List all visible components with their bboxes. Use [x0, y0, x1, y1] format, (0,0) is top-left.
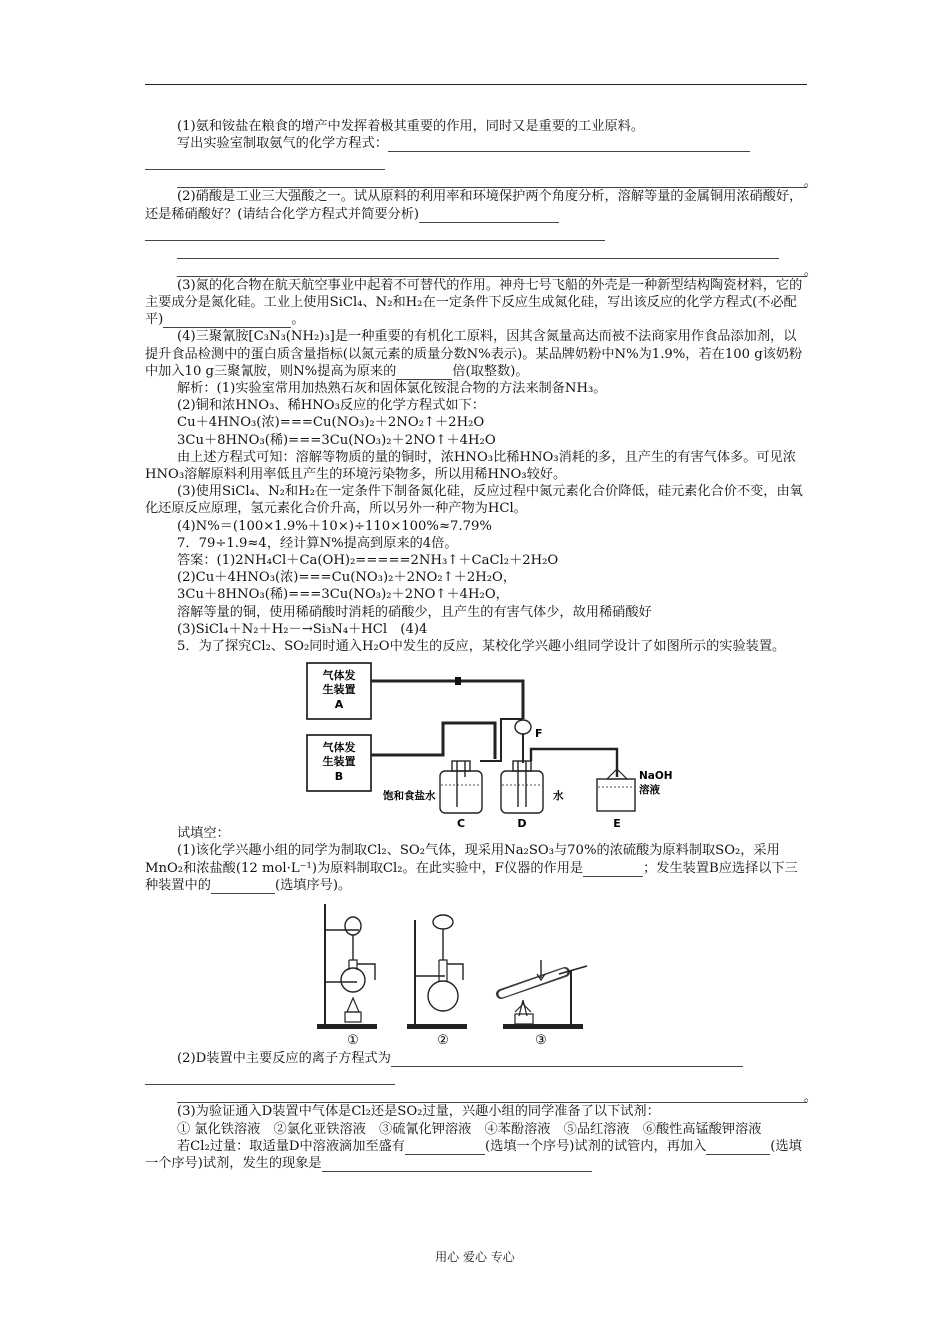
- answer-blank[interactable]: [211, 879, 275, 894]
- answer-blank[interactable]: [405, 1140, 485, 1155]
- analysis-2: (2)铜和浓HNO₃、稀HNO₃反应的化学方程式如下：: [177, 398, 485, 414]
- answer-line[interactable]: [177, 241, 779, 259]
- tube-a-to-f: [371, 681, 523, 719]
- analysis-6: (3)使用SiCl₄、N₂和H₂在一定条件下制备氮化硅，反应过程中氮元素化合价降低，硅元素化合价不变，由氧化还原反应原理，氢元素化合价升高，所以另外一种产物为HCl。: [145, 484, 803, 517]
- box-a-line1: 气体发: [322, 669, 356, 683]
- box-b-line3: B: [334, 770, 344, 784]
- tube-b-to-c: [371, 723, 495, 759]
- tube-c-to-d: [480, 719, 523, 761]
- answer-line[interactable]: [145, 223, 605, 241]
- box-a-line2: 生装置: [322, 683, 356, 697]
- box-b-line1: 气体发: [322, 741, 356, 755]
- label-solution: 溶液: [639, 784, 660, 797]
- q4-part4: (4)三聚氰胺[C₃N₃(NH₂)₃]是一种重要的有机化工原料，因其含氮量高达而被不法商家用作食品添加剂，以提升食品检测中的蛋白质含量指标(以氮元素的质量分数N%表示)。某品牌奶粉中N%为1.9%，若在100 g该奶粉中加入10 g三聚氰胺，则N%提高为原来的 倍(取整数)。: [145, 329, 803, 379]
- q4-part1-line2: 写出实验室制取氨气的化学方程式：: [145, 135, 807, 152]
- answer-blank[interactable]: [396, 365, 452, 380]
- analysis-3: Cu＋4HNO₃(浓)===Cu(NO₃)₂＋2NO₂↑＋2H₂O: [177, 415, 485, 431]
- bottle-d: [501, 771, 543, 813]
- answer-line[interactable]: [145, 152, 385, 170]
- answer-line[interactable]: 。: [177, 1085, 807, 1103]
- header-rule: [145, 84, 807, 85]
- analysis-5: 由上述方程式可知：溶解等物质的量的铜时，浓HNO₃比稀HNO₃消耗的多，且产生的有害气体多。可见浓HNO₃溶解原料利用率低且产生的环境污染物多，所以用稀HNO₃较好。: [145, 449, 796, 483]
- answer-blank[interactable]: [163, 313, 291, 328]
- page-footer: 用心 爱心 专心: [435, 1250, 515, 1264]
- answer-line[interactable]: 。: [177, 259, 807, 277]
- box-a-line3: A: [334, 698, 344, 712]
- q5-part1: (1)该化学兴趣小组的同学为制取Cl₂、SO₂气体，现采用Na₂SO₃与70%的浓硫酸为原料制取SO₂，采用MnO₂和浓盐酸(12 mol·L⁻¹)为原料制取Cl₂。在此实验中，F仪器的作用是 ；发生装置B应选择以下三种装置中的 (选填序号)。: [145, 843, 798, 893]
- apparatus-label-1: ①: [347, 1033, 359, 1049]
- beaker-e: [597, 779, 635, 811]
- analysis-7: (4)N%＝(100×1.9%＋10×)÷110×100%≈7.79%: [177, 518, 492, 534]
- answer-blank[interactable]: [419, 208, 559, 223]
- tube-d-to-e: [531, 749, 617, 777]
- q5-part3: (3)为验证通入D装置中气体是Cl₂还是SO₂过量，兴趣小组的同学准备了以下试剂：: [177, 1104, 660, 1120]
- q4-part2: (2)硝酸是工业三大强酸之一。试从原料的利用率和环境保护两个角度分析，溶解等量的金属铜用浓硝酸好，还是稀硝酸好？(请结合化学方程式并简要分析): [145, 189, 803, 222]
- q5-part2: (2)D装置中主要反应的离子方程式为: [145, 1050, 807, 1067]
- answer-5: (3)SiCl₄＋N₂＋H₂－→Si₃N₄＋HCl (4)4: [177, 621, 428, 637]
- answer-blank[interactable]: [583, 862, 619, 877]
- apparatus-3: [501, 960, 587, 1029]
- q4-part1-line1: (1)氨和铵盐在粮食的增产中发挥着极其重要的作用，同时又是重要的工业原料。: [177, 119, 645, 134]
- analysis-1: 解析：(1)实验室常用加热熟石灰和固体氯化铵混合物的方法来制备NH₃。: [177, 381, 607, 397]
- rubber-joint: [455, 677, 461, 685]
- label-c: C: [456, 817, 466, 831]
- label-e: E: [613, 817, 621, 831]
- answer-2: (2)Cu＋4HNO₃(浓)===Cu(NO₃)₂＋2NO₂↑＋2H₂O，: [177, 570, 517, 586]
- q5-part4: 若Cl₂过量：取适量D中溶液滴加至盛有 (选填一个序号)试剂的试管内，再加入 (选填一个序号)试剂，发生的现象是: [145, 1138, 802, 1171]
- drying-tube-f: [515, 720, 531, 734]
- document-body: [145, 118, 817, 1172]
- q5-intro: 5．为了探究Cl₂、SO₂同时通入H₂O中发生的反应，某校化学兴趣小组同学设计了如图所示的实验装置。: [177, 639, 786, 655]
- box-b-line2: 生装置: [322, 755, 356, 769]
- fill-label: 试填空：: [177, 826, 230, 842]
- label-d: D: [517, 817, 527, 831]
- apparatus-label-3: ③: [535, 1033, 547, 1049]
- answer-blank[interactable]: [706, 1140, 770, 1155]
- experiment-apparatus-diagram: [305, 661, 675, 831]
- analysis-4: 3Cu＋8HNO₃(稀)===3Cu(NO₃)₂＋2NO↑＋4H₂O: [177, 432, 496, 448]
- answer-3: 3Cu＋8HNO₃(稀)===3Cu(NO₃)₂＋2NO↑＋4H₂O，: [177, 587, 509, 603]
- three-apparatus-diagram: [315, 900, 595, 1049]
- label-f: F: [535, 727, 543, 741]
- label-brine: 饱和食盐水: [383, 790, 436, 803]
- apparatus-1: [317, 904, 377, 1029]
- answer-blank[interactable]: [322, 1157, 592, 1172]
- answer-4: 溶解等量的铜，使用稀硝酸时消耗的硝酸少，且产生的有害气体少，故用稀硝酸好: [177, 604, 652, 620]
- answer-line[interactable]: [145, 1067, 395, 1085]
- apparatus-label-2: ②: [437, 1033, 449, 1049]
- label-water: 水: [553, 790, 564, 803]
- bottle-c: [440, 771, 482, 813]
- answer-blank[interactable]: [391, 1052, 743, 1067]
- answer-1: 答案：(1)2NH₄Cl＋Ca(OH)₂=====2NH₃↑＋CaCl₂＋2H₂O: [177, 553, 559, 569]
- answer-line[interactable]: 。: [177, 170, 807, 188]
- label-naoh: NaOH: [639, 770, 673, 783]
- reagent-list: ① 氯化铁溶液 ②氯化亚铁溶液 ③硫氰化钾溶液 ④苯酚溶液 ⑤品红溶液 ⑥酸性高锰酸钾溶液: [177, 1121, 762, 1137]
- analysis-8: 7．79÷1.9≈4，经计算N%提高到原来的4倍。: [177, 535, 458, 551]
- q4-part3: (3)氮的化合物在航天航空事业中起着不可替代的作用。神舟七号飞船的外壳是一种新型结构陶瓷材料，它的主要成分是氮化硅。工业上使用SiCl₄、N₂和H₂在一定条件下反应生成氮化硅，写出该反应的化学方程式(不必配平) 。: [145, 277, 803, 328]
- answer-blank[interactable]: [388, 137, 750, 152]
- apparatus-2: [407, 915, 467, 1029]
- answer-blank[interactable]: [619, 862, 643, 877]
